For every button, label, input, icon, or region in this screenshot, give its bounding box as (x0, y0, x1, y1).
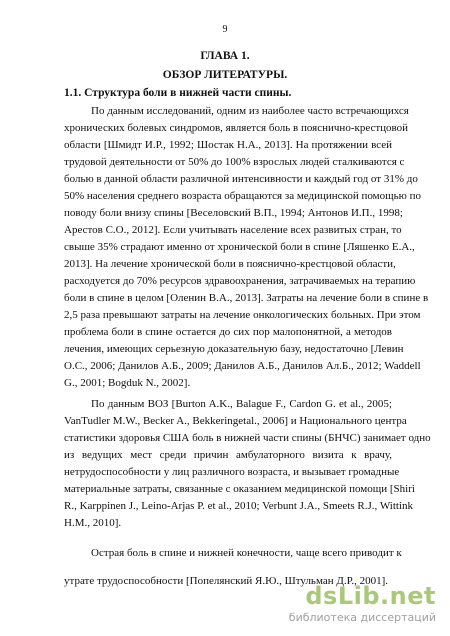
paragraph-line: расходуется до 70% ресурсов здравоохранения, затрачиваемых на терапию (64, 275, 416, 287)
paragraph-line: О.С., 2006; Данилов А.Б., 2009; Данилов А.Б., Данилов Ал.Б., 2012; Waddell (64, 360, 421, 372)
paragraph-line: По данным ВОЗ [Burton A.K., Balague F., Cardon G. et al., 2005; (91, 398, 392, 410)
paragraph-line: 2013]. На лечение хронической боли в пояснично-крестцовой области, (64, 258, 396, 270)
paragraph-line: утрате трудоспособности [Попелянский Я.Ю., Штульман Д.Р., 2001]. (64, 575, 389, 587)
paragraph-line: поводу боли внизу спины [Веселовский В.П., 1994; Антонов И.П., 1998; (64, 207, 403, 219)
paragraph-line: лечения, имеющих серьезную доказательную базу, недостаточно [Левин (64, 343, 404, 355)
paragraph-line: H.M., 2010]. (64, 517, 122, 529)
watermark-subtitle: библиотека диссертаций (288, 611, 436, 624)
paragraph-line: боли в спине в целом [Оленин В.А., 2013]. Затраты на лечение боли в спине в (64, 292, 429, 304)
paragraph-line: Арестов С.О., 2012]. Если учитывать население всех развитых стран, то (64, 224, 402, 236)
paragraph-line: G., 2001; Bogduk N., 2002]. (64, 377, 191, 389)
paragraph-line: VanTudler M.W., Becker A., Bekkeringetal., 2006] и Национального центра (64, 415, 407, 427)
paragraph-line: 50% населения среднего возраста обращаются за медицинской помощью по (64, 190, 421, 202)
section-heading: 1.1. Структура боли в нижней части спины. (64, 87, 292, 99)
paragraph-line: из ведущих мест среди причин амбулаторного визита к врачу, (64, 449, 392, 461)
paragraph-line: хронических болевых синдромов, является боль в пояснично-крестцовой (64, 122, 409, 134)
paragraph-line: статистики здоровья США боль в нижней части спины (БНЧС) занимает одно (64, 432, 431, 444)
paragraph-line: свыше 35% страдают именно от хронической боли в спине [Ляшенко Е.А., (64, 241, 415, 253)
paragraph-line: Острая боль в спине и нижней конечности, чаще всего приводит к (91, 547, 402, 559)
paragraph-line: области [Шмидт И.Р., 1992; Шостак Н.А., 2013]. На протяжении всей (64, 139, 392, 151)
paragraph-line: трудовой деятельности от 50% до 100% взрослых людей сталкиваются с (64, 156, 405, 168)
chapter-title: ОБЗОР ЛИТЕРАТУРЫ. (162, 69, 288, 81)
paragraph-line: 2,5 раза превышают затраты на лечение онкологических больных. При этом (64, 309, 421, 321)
page-number: 9 (222, 24, 228, 35)
watermark-logo: dsLib.net (305, 582, 436, 610)
paragraph-line: нетрудоспособности у лиц различного возраста, и вызывает громадные (64, 466, 400, 478)
paragraph-line: По данным исследований, одним из наиболее часто встречающихся (91, 105, 409, 117)
chapter-heading: ГЛАВА 1. (200, 50, 250, 62)
paragraph-line: проблема боли в спине остается до сих пор малопонятной, а методов (64, 326, 392, 338)
paragraph-line: R., Karppinen J., Leino-Arjas P. et al., 2010; Verbunt J.A., Smeets R.J., Wittink (64, 500, 413, 512)
paragraph-line: болью в данной области различной интенсивности и каждый год от 31% до (64, 173, 418, 185)
watermark (266, 582, 436, 626)
paragraph-line: материальные затраты, связанные с оказанием медицинской помощи [Shiri (64, 483, 415, 495)
